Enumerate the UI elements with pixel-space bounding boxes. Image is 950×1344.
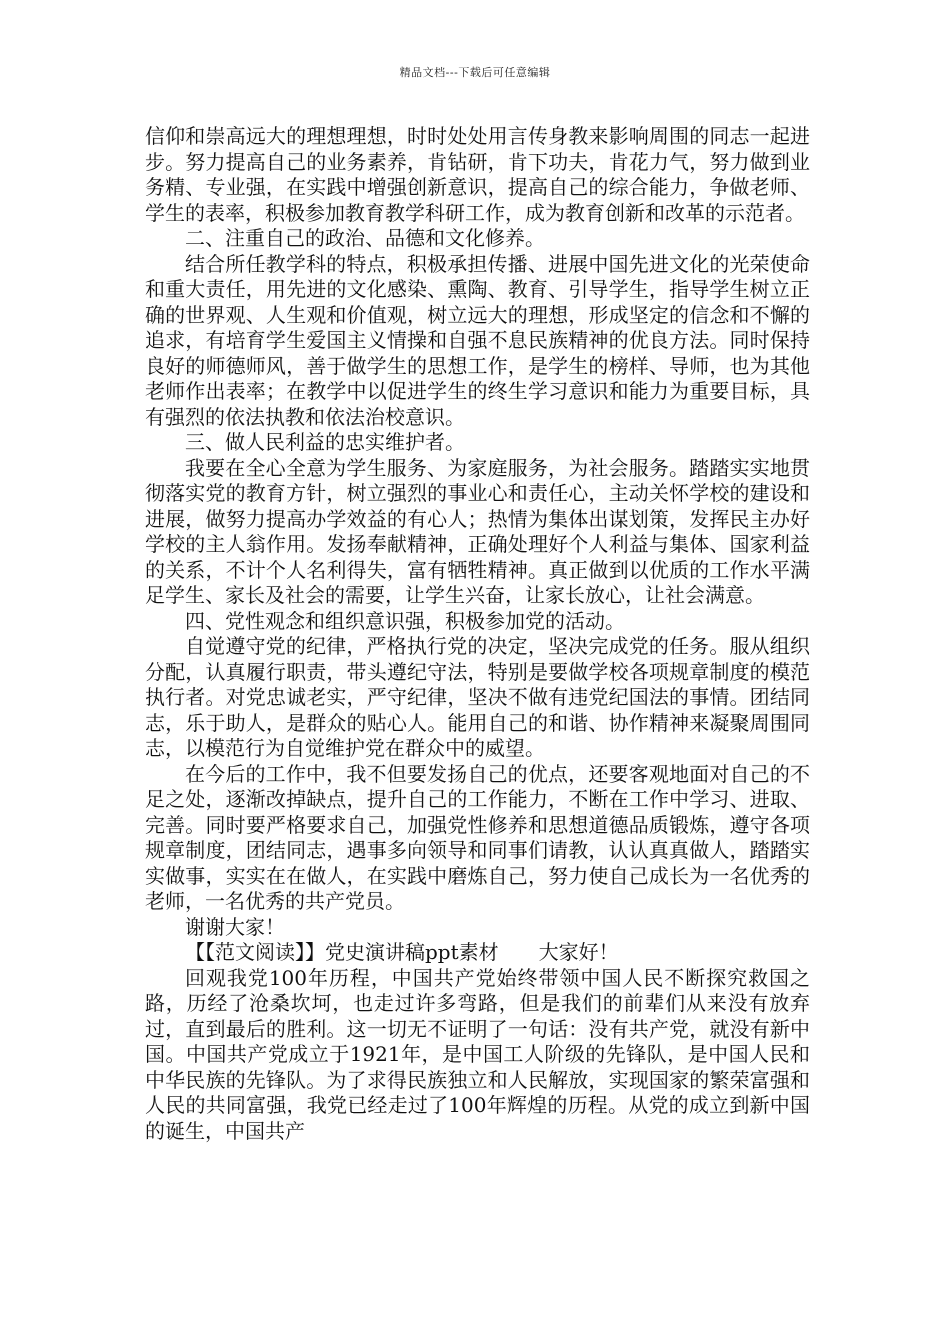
paragraph: 我要在全心全意为学生服务、为家庭服务，为社会服务。踏踏实实地贯彻落实党的教育方针，树立强烈的事业心和责任心，主动关怀学校的建设和进展，做努力提高办学效益的有心人；热情为集体出谋划策，发挥民主办好学校的主人翁作用。发扬奉献精神，正确处理好个人利益与集体、国家利益的关系，不计个人名利得失，富有牺牲精神。真正做到以优质的工作水平满足学生、家长及社会的需要，让学生兴奋，让家长放心，让社会满意。 [145,455,810,607]
closing-thanks: 谢谢大家！ [185,914,285,939]
document-body [145,124,810,1144]
paragraph-continued: 信仰和崇高远大的理想理想，时时处处用言传身教来影响周围的同志一起进步。努力提高自己的业务素养，肯钻研，肯下功夫，肯花力气，努力做到业务精、专业强，在实践中增强创新意识，提高自己的综合能力，争做老师、学生的表率，积极参加教育教学科研工作，成为教育创新和改革的示范者。 [145,124,810,225]
section-heading-4: 四、党性观念和组织意识强，积极参加党的活动。 [185,608,625,633]
paragraph: 回观我党100年历程，中国共产党始终带领中国人民不断探究救国之路，历经了沧桑坎坷，也走过许多弯路，但是我们的前辈们从来没有放弃过，直到最后的胜利。这一切无不证明了一句话：没有共产党，就没有新中国。中国共产党成立于1921年，是中国工人阶级的先锋队，是中国人民和中华民族的先锋队。为了求得民族独立和人民解放，实现国家的繁荣富强和人民的共同富强，我党已经走过了100年辉煌的历程。从党的成立到新中国的诞生，中国共产 [145,965,810,1143]
section-heading-2: 二、注重自己的政治、品德和文化修养。 [185,226,545,250]
paragraph: 结合所任教学科的特点，积极承担传播、进展中国先进文化的光荣使命和重大责任，用先进的文化感染、熏陶、教育、引导学生，指导学生树立正确的世界观、人生观和价值观，树立远大的理想，形成坚定的信念和不懈的追求，有培育学生爱国主义情操和自强不息民族精神的优良方法。同时保持良好的师德师风，善于做学生的思想工作，是学生的榜样、导师，也为其他老师作出表率；在教学中以促进学生的终生学习意识和能力为重要目标，具有强烈的依法执教和依法治校意识。 [145,251,810,429]
section-heading-3: 三、做人民利益的忠实维护者。 [185,430,465,454]
sample-title: 【【范文阅读】】党史演讲稿ppt素材 大家好！ [185,940,619,964]
paragraph: 自觉遵守党的纪律，严格执行党的决定，坚决完成党的任务。服从组织分配，认真履行职责，带头遵纪守法，特别是要做学校各项规章制度的模范执行者。对党忠诚老实，严守纪律，坚决不做有违党纪国法的事情。团结同志，乐于助人，是群众的贴心人。能用自己的和谐、协作精神来凝聚周围同志，以模范行为自觉维护党在群众中的威望。 [145,634,810,760]
page-header: 精品文档---下载后可任意编辑 [399,66,551,79]
paragraph: 在今后的工作中，我不但要发扬自己的优点，还要客观地面对自己的不足之处，逐渐改掉缺点，提升自己的工作能力，不断在工作中学习、进取、完善。同时要严格要求自己，加强党性修养和思想道德品质锻炼，遵守各项规章制度，团结同志，遇事多向领导和同事们请教，认认真真做人，踏踏实实做事，实实在在做人，在实践中磨炼自己，努力使自己成长为一名优秀的老师，一名优秀的共产党员。 [145,761,810,913]
